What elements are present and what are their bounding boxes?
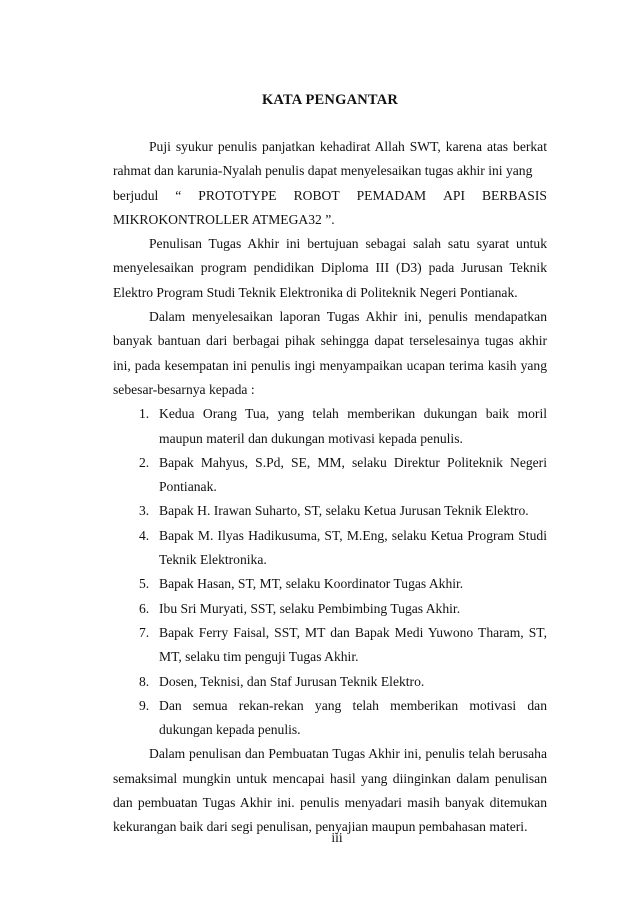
thesis-title-word: berjudul <box>113 187 159 203</box>
list-text: Bapak M. Ilyas Hadikusuma, ST, M.Eng, selaku Ketua Program Studi Teknik Elektronika. <box>159 527 547 568</box>
list-text: Kedua Orang Tua, yang telah memberikan dukungan baik moril maupun materil dan dukungan motivasi kepada penulis. <box>159 406 547 446</box>
list-text: Dan semua rekan-rekan yang telah memberikan motivasi dan dukungan kepada penulis. <box>159 697 547 738</box>
list-item <box>113 670 547 694</box>
list-number: 5. <box>139 576 150 592</box>
list-item <box>113 402 547 451</box>
thesis-title-line <box>113 184 547 208</box>
page-content <box>113 92 547 840</box>
thanks-list <box>113 402 547 742</box>
list-text: Bapak Mahyus, S.Pd, SE, MM, selaku Direktur Politeknik Negeri Pontianak. <box>159 454 547 495</box>
list-number: 8. <box>139 673 150 689</box>
paragraph-purpose: Penulisan Tugas Akhir ini bertujuan sebagai salah satu syarat untuk menyelesaikan program pendidikan Diploma III (D3) pada Jurusan Teknik Elektro Program Studi Teknik Elektronika di Politeknik Negeri Pontianak. <box>113 236 547 300</box>
list-number: 3. <box>139 503 150 519</box>
thesis-title-word: PEMADAM <box>356 187 427 203</box>
list-number: 2. <box>139 454 150 470</box>
thesis-title-word: PROTOTYPE <box>198 187 277 203</box>
paragraph-closing: Dalam penulisan dan Pembuatan Tugas Akhir ini, penulis telah berusaha semaksimal mungkin untuk mencapai hasil yang diinginkan dalam penulisan dan pembuatan Tugas Akhir ini. penulis menyadari masih banyak ditemukan kekurangan baik dari segi penulisan, penyajian maupun pembahasan materi. <box>113 746 547 835</box>
list-number: 4. <box>139 527 150 543</box>
list-item <box>113 694 547 743</box>
page-number: iii <box>331 830 343 845</box>
thesis-title-word: ROBOT <box>293 187 340 203</box>
list-item <box>113 597 547 621</box>
list-text: Ibu Sri Muryati, SST, selaku Pembimbing Tugas Akhir. <box>159 600 461 616</box>
list-number: 6. <box>139 600 150 616</box>
page-title: KATA PENGANTAR <box>261 92 399 108</box>
list-item <box>113 499 547 523</box>
list-number: 7. <box>139 624 150 640</box>
list-text: Dosen, Teknisi, dan Staf Jurusan Teknik Elektro. <box>159 673 425 689</box>
thesis-title-word: API <box>443 187 465 203</box>
thesis-title-end: MIKROKONTROLLER ATMEGA32 ”. <box>113 211 335 227</box>
list-item <box>113 524 547 573</box>
paragraph-thanks-intro: Dalam menyelesaikan laporan Tugas Akhir ini, penulis mendapatkan banyak bantuan dari berbagai pihak sehingga dapat terselesainya tugas akhir ini, pada kesempatan ini penulis ingi menyampaikan ucapan terima kasih yang sebesar-besarnya kepada : <box>113 309 547 397</box>
thesis-title-word: “ <box>175 187 182 203</box>
list-item <box>113 451 547 500</box>
list-item <box>113 572 547 596</box>
list-text: Bapak Hasan, ST, MT, selaku Koordinator Tugas Akhir. <box>159 576 464 592</box>
list-text: Bapak H. Irawan Suharto, ST, selaku Ketua Jurusan Teknik Elektro. <box>159 503 529 519</box>
paragraph-intro: Puji syukur penulis panjatkan kehadirat Allah SWT, karena atas berkat rahmat dan karunia-Nyalah penulis dapat menyelesaikan tugas akhir ini yang <box>113 139 547 179</box>
list-text: Bapak Ferry Faisal, SST, MT dan Bapak Medi Yuwono Tharam, ST, MT, selaku tim penguji Tugas Akhir. <box>159 624 547 665</box>
list-number: 9. <box>139 697 150 713</box>
list-number: 1. <box>139 406 150 422</box>
list-item <box>113 621 547 670</box>
thesis-title-word: BERBASIS <box>481 187 547 203</box>
